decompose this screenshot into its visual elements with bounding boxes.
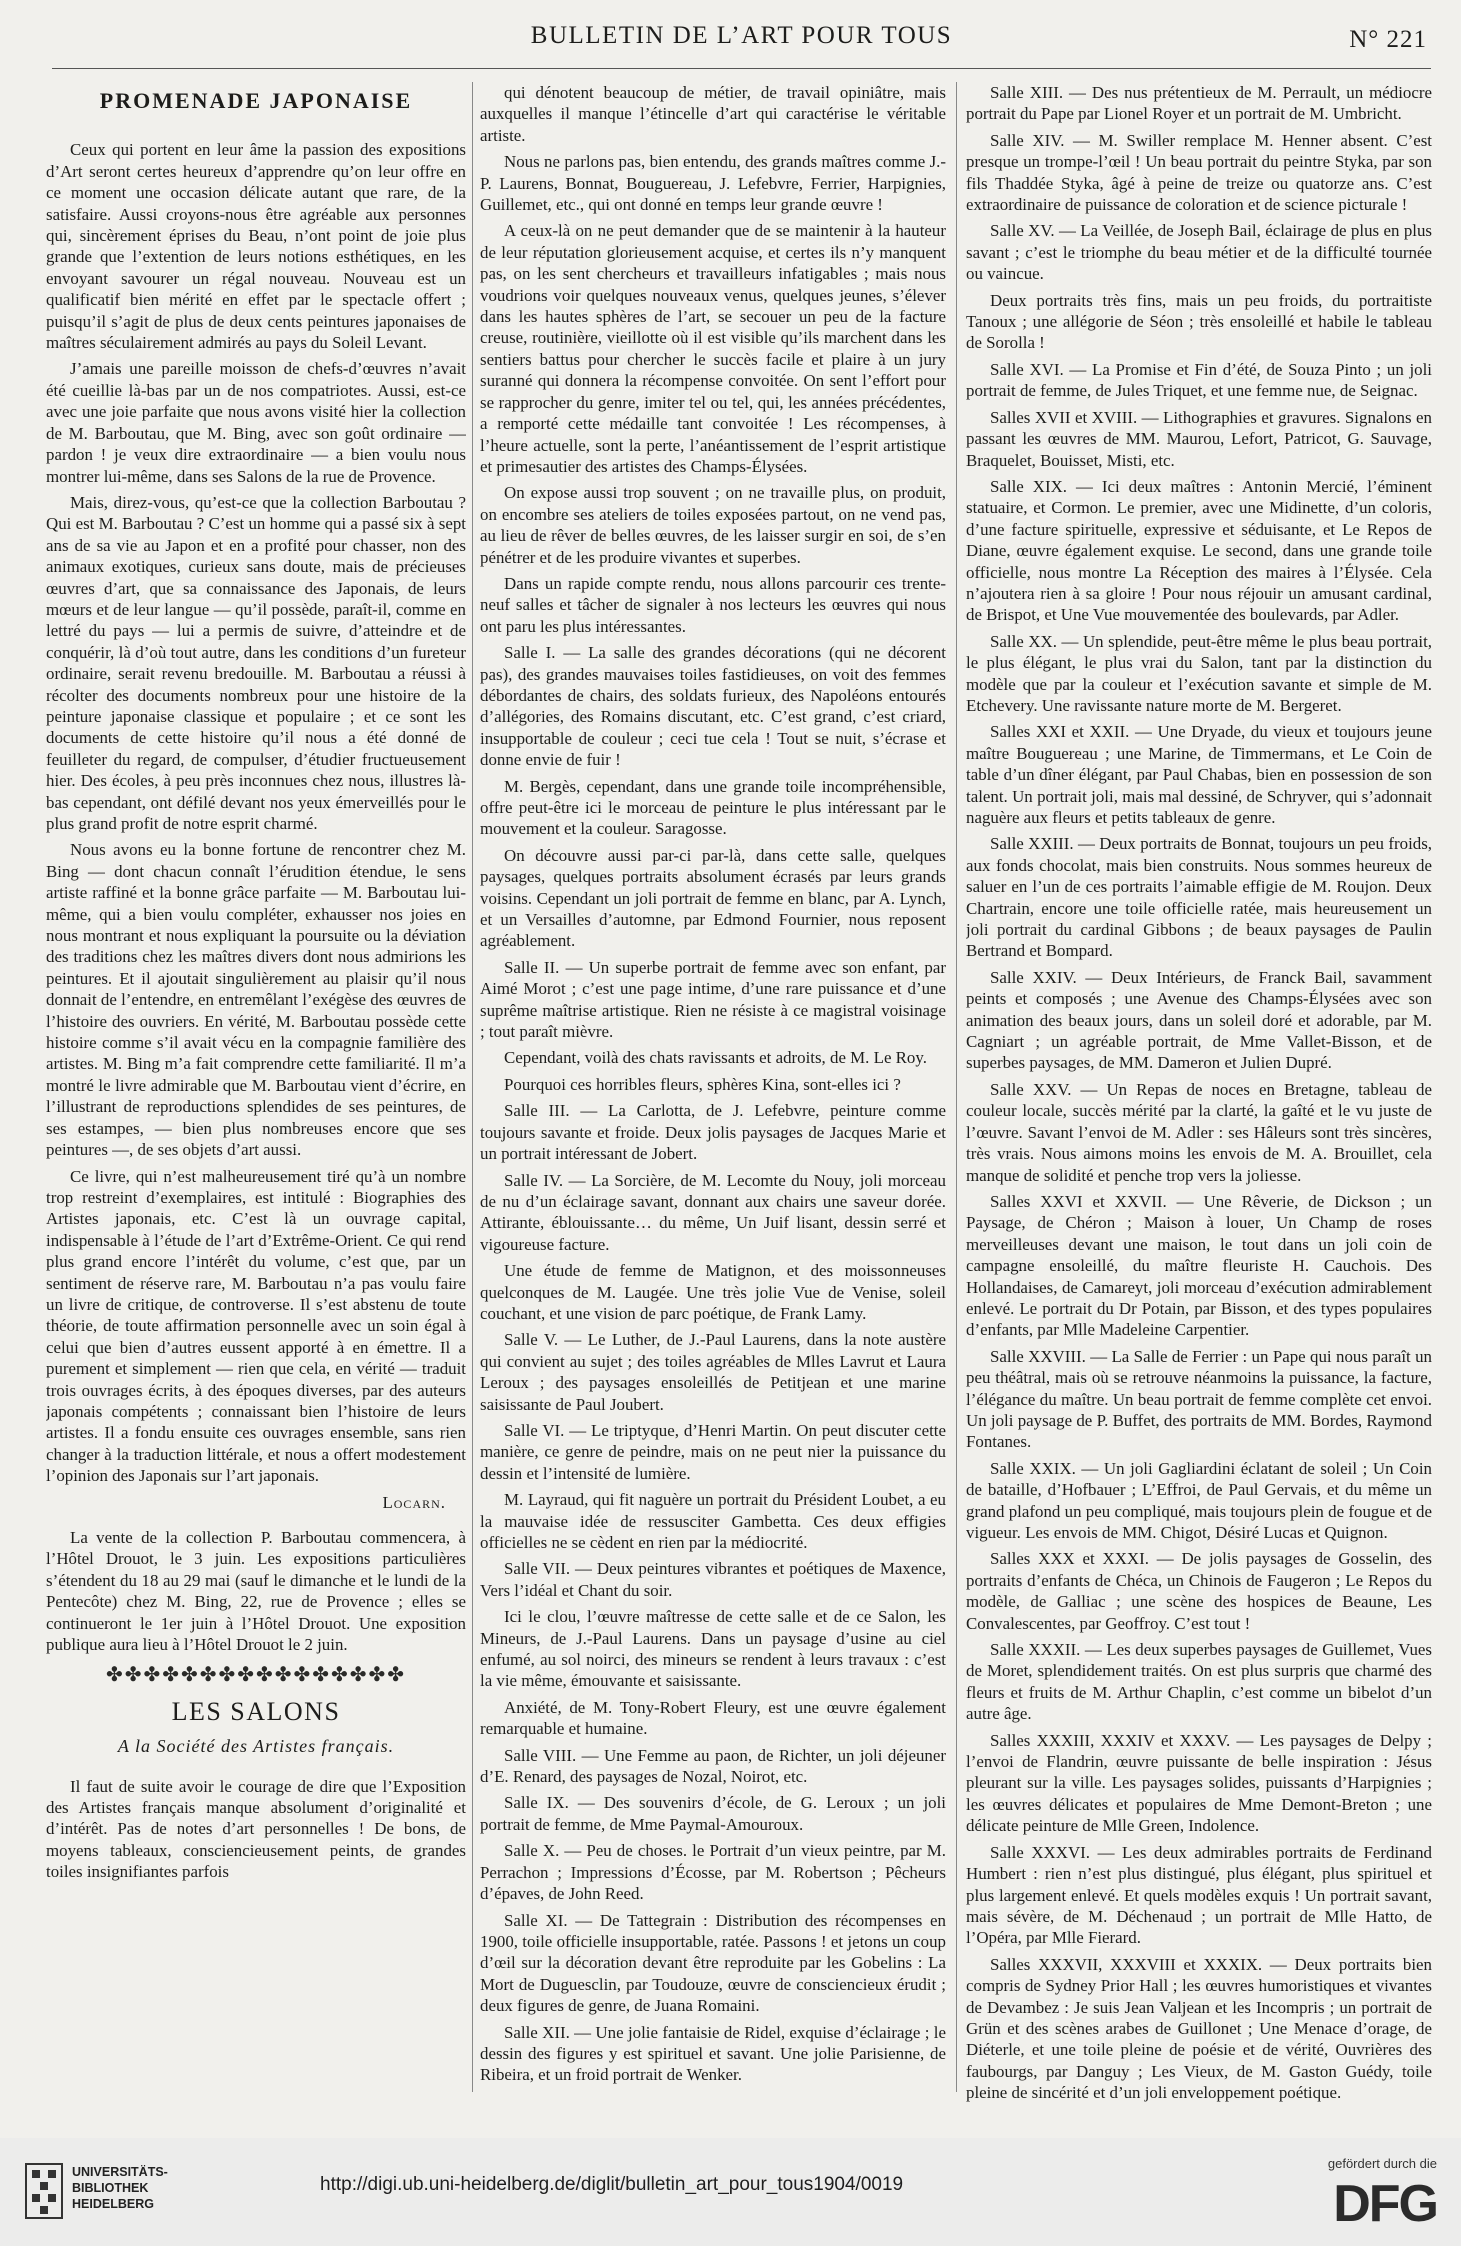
paragraph: Salle XVI. — La Promise et Fin d’été, de Souza Pinto ; un joli portrait de femme, de Jules Triquet, et une femme nue, de Seignac.	[966, 359, 1432, 401]
paragraph: Salle I. — La salle des grandes décorations (qui ne décorent pas), des grandes mauvaises toiles fastidieuses, on voit des femmes débordantes de chairs, des soldats furieux, des Napoléons entourés d’allégories, des Romains discutant, etc. C’est grand, c’est criard, insupportable de couleur ; ceci tue cela ! Tout se nuit, s’écrase et donne envie de fuir !	[480, 643, 946, 770]
viewer-footer	[0, 2138, 1461, 2246]
paragraph: Salle IV. — La Sorcière, de M. Lecomte du Nouy, joli morceau de nu d’un éclairage savant, donnant aux chairs une saveur dorée. Attirante, éblouissante… du même, Un Juif lisant, dessin serré et vigoureuse facture.	[480, 1170, 946, 1254]
paragraph: Salle XI. — De Tattegrain : Distribution des récompenses en 1900, toile officielle insupportable, ratée. Passons ! et jetons un coup d’œil sur la décoration devant être reproduite par les Gobelins : La Mort de Duguesclin, par Toudouze, œuvre de consciencieux érudit ; deux figures de genre, de Juana Romaini.	[480, 1910, 946, 2016]
library-logo	[24, 2160, 184, 2222]
paragraph: Salle VI. — Le triptyque, d’Henri Martin. On peut discuter cette manière, ce genre de peindre, mais on ne peut nier la puissance du dessin et l’intensité de lumière.	[480, 1420, 946, 1483]
paragraph: Salle V. — Le Luther, de J.-Paul Laurens, dans la note austère qui convient au sujet ; des toiles agréables de Mlles Lavrut et Laura Leroux ; des paysages ensoleillés de Petitjean et une marine saisissante de Paul Joubert.	[480, 1330, 946, 1414]
paragraph: Ce livre, qui n’est malheureusement tiré qu’à un nombre trop restreint d’exemplaires, est intitulé : Biographies des Artistes japonais, etc. C’est là un ouvrage capital, indispensable à l’étude de l’art d’Extrême-Orient. Ce qui rend plus grand encore l’intérêt du volume, c’est que, par un sentiment de réserve rare, M. Barboutau n’a pas voulu faire un livre de critique, de controverse. Il s’est abstenu de toute théorie, de toute affirmation personnelle avec un soin égal à celui que bien d’autres eussent apporté à en émettre. Il a purement et simplement — rien que cela, en vérité — traduit trois ouvrages écrits, à des époques diverses, par des auteurs japonais compétents ; connaissant bien l’histoire de leurs artistes. Il a fondu ensuite ces ouvrages ensemble, sans rien changer à la traduction littérale, et nous a offert modestement l’opinion des Japonais sur l’art japonais.	[46, 1166, 466, 1486]
paragraph: Salle XXIII. — Deux portraits de Bonnat, toujours un peu froids, aux fonds chocolat, mais bien construits. Nous sommes heureux de saluer en l’un de ces portraits l’aimable effigie de M. Roujon. Deux Chartrain, encore une toile officielle ratée, mais heureusement un joli portrait du cardinal Gibbons ; de beaux paysages de Paulin Bertrand et Bompard.	[966, 834, 1432, 961]
paragraph: Salle II. — Un superbe portrait de femme avec son enfant, par Aimé Morot ; c’est une page intime, d’une rare puissance et d’une suprême maîtrise artistique. Rien ne résiste à ce magistral voisinage ; tout paraît mièvre.	[480, 957, 946, 1042]
paragraph: Salle III. — La Carlotta, de J. Lefebvre, peinture comme toujours savante et froide. Deux jolis paysages de Jacques Marie et un portrait intéressant de Jobert.	[480, 1101, 946, 1164]
paragraph: M. Layraud, qui fit naguère un portrait du Président Loubet, a eu la mauvaise idée de ressusciter Gambetta. Ces deux effigies officielles ne se cèdent en rien par la médiocrité.	[480, 1490, 946, 1552]
paragraph: Salle XIII. — Des nus prétentieux de M. Perrault, un médiocre portrait du Pape par Lionel Royer et un portrait de M. Umbricht.	[966, 83, 1432, 124]
paragraph: Nous ne parlons pas, bien entendu, des grands maîtres comme J.-P. Laurens, Bonnat, Bouguereau, J. Lefebvre, Ferrier, Harpignies, Guillemet, etc., qui ont donné en temps leur grande œuvre !	[480, 152, 946, 215]
paragraph: J’amais une pareille moisson de chefs-d’œuvres n’avait été cueillie là-bas par un de nos compatriotes. Aussi, est-ce avec une joie parfaite que nous avons visité hier la collection de M. Barboutau, que M. Bing, avec son goût ordinaire — pardon ! je veux dire extraordinaire — a bien voulu nous montrer lui-même, dans ses Salons de la rue de Provence.	[46, 359, 466, 486]
permalink[interactable]: http://digi.ub.uni-heidelberg.de/diglit/bulletin_art_pour_tous1904/0019	[320, 2174, 904, 2195]
column-divider	[956, 82, 957, 2092]
paragraph: Salle XX. — Un splendide, peut-être même le plus beau portrait, le plus élégant, le plus vrai du Salon, tant par la distinction du modèle que par la couleur et l’exécution savante et simple de M. Etchevery. Une ravissante nature morte de M. Bergeret.	[966, 631, 1432, 715]
paragraph: Salles XXXVII, XXXVIII et XXXIX. — Deux portraits bien compris de Sydney Prior Hall ; les œuvres humoristiques et vivantes de Devambez : Je suis Jean Valjean et les Incompris ; un portrait de Grün et des scènes arabes de Guillonet ; Une Menace d’orage, de Diéterle, et une toile pleine de poésie et de vérité, Ouvrières des faubourgs, par Danguy ; Les Vieux, de M. Gaston Guédy, toile pleine de sincérité et d’un joli enveloppement poétique.	[966, 1954, 1432, 2102]
column-divider	[472, 82, 473, 2092]
paragraph: Salles XXX et XXXI. — De jolis paysages de Gosselin, des portraits d’enfants de Chéca, un Chinois de Faugeron ; Le Repos du modèle, de Galliac ; une scène des hospices de Beaune, Les Convalescentes, par Geoffroy. C’est tout !	[966, 1549, 1432, 1633]
paragraph: Salle XXIV. — Deux Intérieurs, de Franck Bail, savamment peints et composés ; une Avenue des Champs-Élysées avec son animation des beaux jours, dans un soleil doré et adorable, par M. Cagniart ; un agréable portrait, de Mme Vallet-Bisson, et de superbes paysages, de MM. Dameron et Julien Dupré.	[966, 967, 1432, 1073]
paragraph: Salles XVII et XVIII. — Lithographies et gravures. Signalons en passant les œuvres de MM. Maurou, Lefort, Patricot, G. Sauvage, Braquelet, Bouisset, Misti, etc.	[966, 407, 1432, 470]
page-number: N° 221	[1349, 26, 1427, 53]
paragraph: Ici le clou, l’œuvre maîtresse de cette salle et de ce Salon, les Mineurs, de J.-Paul Laurens. Dans un paysage d’usine au ciel enfumé, au sol noirci, des mineurs se rendent à leurs travaux : c’est la vie même, émouvante et saisissante.	[480, 1607, 946, 1691]
library-name-line: HEIDELBERG	[72, 2197, 154, 2211]
paragraph: Ceux qui portent en leur âme la passion des expositions d’Art seront certes heureux d’apprendre qu’on leur offre en ce moment une occasion délicate autant que rare, de la satisfaire. Aussi croyons-nous être agréable aux personnes qui, sincèrement éprises du Beau, n’ont point de joie plus grande que l’extention de leurs notions esthétiques, en les envoyant savourer un régal nouveau. Nouveau est un qualificatif bien mérité en effet par le spectacle offert ; puisqu’il s’agit de plus de deux cents peintures japonaises de maîtres séculairement admirés au pays du Soleil Levant.	[46, 140, 466, 353]
paragraph: Une étude de femme de Matignon, et des moissonneuses quelconques de M. Laugée. Une très jolie Vue de Venise, soleil couchant, et une vision de parc poétique, de Frank Lamy.	[480, 1261, 946, 1323]
page-header	[52, 18, 1431, 69]
column-3	[966, 82, 1432, 2102]
paragraph: Deux portraits très fins, mais un peu froids, du portraitiste Tanoux ; une allégorie de Séon ; très ensoleillé et habile le tableau de Sorolla !	[966, 290, 1432, 353]
paragraph: M. Bergès, cependant, dans une grande toile incompréhensible, offre peut-être ici le morceau de peinture le plus intéressant par le mouvement et la couleur. Saragosse.	[480, 776, 946, 839]
paragraph: On découvre aussi par-ci par-là, dans cette salle, quelques paysages, quelques portraits absolument écrasés par leurs grands voisins. Cependant un joli portrait de femme en blanc, par A. Lynch, et un Versailles d’automne, par Edmond Fournier, nous reposent agréablement.	[480, 845, 946, 951]
library-crest-icon	[24, 2160, 64, 2222]
paragraph: Salles XXVI et XXVII. — Une Rêverie, de Dickson ; un Paysage, de Chéron ; Maison à louer, Un Champ de roses merveilleuses devant une maison, le tout dans un joli coin de campagne ensoleillé, du maître fleuriste H. Cauchois. Des Hollandaises, de Camareyt, joli morceau d’exécution admirablement enlevé. Le portrait du Dr Potain, par Bisson, et des types populaires d’enfants, par Mlle Madeleine Carpentier.	[966, 1191, 1432, 1340]
paragraph: Salle VII. — Deux peintures vibrantes et poétiques de Maxence, Vers l’idéal et Chant du soir.	[480, 1559, 946, 1600]
paragraph: qui dénotent beaucoup de métier, de travail opiniâtre, mais auxquelles il manque l’étincelle d’art qui caractérise le véritable artiste.	[480, 83, 946, 145]
paragraph: Salle XXV. — Un Repas de noces en Bretagne, tableau de couleur locale, succès mérité par la clarté, la gaîté et le vu juste de l’œuvre. Savant l’envoi de M. Adler : ses Hâleurs sont très sincères, très vrais. Nous aimons moins les envois de M. A. Brouillet, cela manque de solidité et penche trop vers la joliesse.	[966, 1079, 1432, 1185]
ornament-divider: ✤✤✤✤✤✤✤✤✤✤✤✤✤✤✤✤	[105, 1664, 407, 1687]
paragraph: Salle XV. — La Veillée, de Joseph Bail, éclairage de plus en plus savant ; c’est le triomphe du beau métier et de la difficulté tournée ou vaincue.	[966, 221, 1432, 284]
column-2	[480, 82, 946, 2102]
paragraph: Salle XXIX. — Un joli Gagliardini éclatant de soleil ; Un Coin de bataille, d’Hofbauer ; L’Effroi, de Paul Gervais, et du même un grand plafond un peu compliqué, mais toujours plein de fougue et de vigueur. Les envois de MM. Chigot, Désiré Lucas et Quignon.	[966, 1458, 1432, 1542]
paragraph: Salle XII. — Une jolie fantaisie de Ridel, exquise d’éclairage ; le dessin des figures y est spirituel et savant. Une jolie Parisienne, de Ribeira, et un froid portrait de Wenker.	[480, 2022, 946, 2085]
paragraph: Mais, direz-vous, qu’est-ce que la collection Barboutau ? Qui est M. Barboutau ? C’est un homme qui a passé six à sept ans de sa vie au Japon et en a profité pour chasser, non des animaux exotiques, curieux sans doute, mais de précieuses œuvres d’art, que sa connaissance des Japonais, de leurs mœurs et de leur langue — qu’il possède, paraît-il, comme en lettré du pays — lui a permis de suivre, d’atteindre et de conquérir, là d’où tout autre, dans les conditions d’un fureteur ordinaire, serait revenu bredouille. M. Barboutau a réussi à récolter des documents nombreux pour une histoire de la peinture japonaise classique et populaire ; et ce sont les documents de cette histoire qu’il nous a été donné de feuilleter du regard, de compulser, d’étudier fructueusement hier. Des écoles, à peu près inconnues chez nous, illustres là-bas cependant, ont défilé devant nos yeux émerveillés pour le plus grand profit de notre esprit charmé.	[46, 492, 466, 833]
library-name	[72, 2164, 168, 2212]
column-1	[46, 82, 466, 2102]
paragraph: Salle XXXVI. — Les deux admirables portraits de Ferdinand Humbert : rien n’est plus distingué, plus élégant, plus spirituel et plus largement enlevé. Et quels modèles exquis ! Un portrait savant, mais sévère, de M. Déchenaud ; un portrait de Mlle Hatto, de l’Opéra, par Mlle Fierard.	[966, 1842, 1432, 1948]
paragraph: Salle XXVIII. — La Salle de Ferrier : un Pape qui nous paraît un peu théâtral, mais où se retrouve néanmoins la puissance, la facture, l’élégance du maître. Un beau portrait de femme complète cet envoi. Un joli paysage de P. Buffet, des portraits de MM. Bordes, Raymond Fontanes.	[966, 1346, 1432, 1452]
paragraph: Salle XXXII. — Les deux superbes paysages de Guillemet, Vues de Moret, splendidement traités. On est plus surpris que charmé des fleurs et fruits de M. Arthur Chaplin, c’est comme un bibelot d’un autre âge.	[966, 1640, 1432, 1724]
paragraph: Dans un rapide compte rendu, nous allons parcourir ces trente-neuf salles et tâcher de signaler à nos lecteurs les œuvres qui nous ont paru les plus intéressantes.	[480, 573, 946, 636]
paragraph: Pourquoi ces horribles fleurs, sphères Kina, sont-elles ici ?	[504, 1074, 901, 1094]
section-title: LES SALONS	[171, 1696, 341, 1726]
salons-body-continued	[966, 82, 1432, 2102]
dfg-logo: DFG	[1333, 2175, 1437, 2233]
paragraph: Salle X. — Peu de choses. le Portrait d’un vieux peintre, par M. Perrachon ; Impressions d’Écosse, par M. Robertson ; Pêcheurs d’épaves, de John Reed.	[480, 1841, 946, 1904]
paragraph: Salle VIII. — Une Femme au paon, de Richter, un joli déjeuner d’E. Renard, des paysages de Nozal, Noirot, etc.	[480, 1745, 946, 1787]
paragraph: A ceux-là on ne peut demander que de se maintenir à la hauteur de leur réputation glorieusement acquise, et certes ils n’y manquent pas, on les sent chercheurs et travailleurs infatigables ; mais nous voudrions voir quelques nouveaux venus, quelques jeunes, s’élever dans les hautes sphères de l’art, se secouer un peu de la facture creuse, routinière, vieillotte où il est visible qu’ils marchent dans les sentiers battus pour chercher le succès facile et plaire à un jury suranné qui donnera la récompense convoitée. On sent l’effort pour se rapprocher du genre, imiter tel ou tel, qui, les années précédentes, a remporté cette médaille tant convoitée ! Les récompenses, à l’heure actuelle, sont la perte, l’anéantissement de l’esprit artistique et primesautier des artistes des Champs-Élysées.	[480, 221, 946, 476]
section-subtitle: A la Société des Artistes français.	[117, 1736, 395, 1757]
paragraph: On expose aussi trop souvent ; on ne travaille plus, on produit, on encombre ses ateliers de toiles exposées partout, on ne vend pas, au lieu de rêver de belles œuvres, de les laisser surgir en soi, de s’en pénétrer et de les produire vivantes et superbes.	[480, 483, 946, 567]
paragraph: Salle IX. — Des souvenirs d’école, de G. Leroux ; un joli portrait de femme, de Mme Paymal-Amouroux.	[480, 1793, 946, 1834]
funding-note: gefördert durch die	[1327, 2156, 1437, 2171]
salons-body	[480, 82, 946, 2086]
journal-title: BULLETIN DE L’ART POUR TOUS	[530, 22, 953, 49]
paragraph: Cependant, voilà des chats ravissants et adroits, de M. Le Roy.	[504, 1048, 927, 1068]
sale-notice: La vente de la collection P. Barboutau commencera, à l’Hôtel Drouot, le 3 juin. Les expositions particulières s’étendent du 18 au 29 mai (sauf le dimanche et le lundi de la Pentecôte) chez M. Bing, 22, rue de Provence ; elles se continueront le 1er juin à l’Hôtel Drouot. Une exposition publique aura lieu à l’Hôtel Drouot le 2 juin.	[46, 1528, 466, 1655]
article-title: PROMENADE JAPONAISE	[99, 88, 413, 113]
library-name-line: BIBLIOTHEK	[72, 2181, 149, 2195]
article-body	[46, 139, 466, 1486]
paragraph: Salle XIV. — M. Swiller remplace M. Henner absent. C’est presque un trompe-l’œil ! Un beau portrait du peintre Styka, par son fils Thaddée Styka, âgé à peine de treize ou quatorze ans. C’est extraordinaire de puissance de coloration et de science picturale !	[966, 130, 1432, 215]
paragraph: Nous avons eu la bonne fortune de rencontrer chez M. Bing — dont chacun connaît l’érudition étendue, le sens artiste raffiné et la bonne grâce parfaite — M. Barboutau lui-même, qui a bien voulu compléter, exhausser nos joies en nous montrant et nous expliquant la poursuite ou la déviation des traditions chez les maîtres divers dont nous admirions les peintures. Et il ajoutait singulièrement au plaisir qu’il nous donnait de l’entendre, en entremêlant l’exégèse des œuvres de l’histoire des ouvriers. En vérité, M. Barboutau possède cette histoire comme s’il avait vécu en la compagnie familière des artistes. M. Bing m’a fait comprendre cette familiarité. Il m’a montré le livre admirable que M. Barboutau vient d’écrire, en l’illustrant de reproductions splendides de ses peintures, de ses estampes, — bien plus nombreuses encore que ses peintures —, de ses objets d’art aussi.	[46, 840, 466, 1160]
section-intro: Il faut de suite avoir le courage de dire que l’Exposition des Artistes français manque absolument d’originalité et d’intérêt. Pas de notes d’art personnelles ! De bons, de moyens tableaux, consciencieusement peints, de grandes toiles insignifiantes parfois	[46, 1776, 466, 1882]
paragraph: Anxiété, de M. Tony-Robert Fleury, est une œuvre également remarquable et humaine.	[480, 1697, 946, 1739]
paragraph: Salles XXXIII, XXXIV et XXXV. — Les paysages de Delpy ; l’envoi de Flandrin, œuvre puissante de belle inspiration : Jésus pleurant sur la ville. Les paysages solides, puissants d’Harpignies ; les œuvres délicates et populaires de Mme Demont-Breton ; une délicate peinture de Mlle Green, Indolence.	[966, 1730, 1432, 1836]
article-signature: Locarn.	[382, 1492, 446, 1512]
paragraph: Salle XIX. — Ici deux maîtres : Antonin Mercié, l’éminent statuaire, et Cormon. Le premier, avec une Midinette, d’un coloris, d’une facture spirituelle, expressive et séduisante, et Le Repos de Diane, œuvre également exquise. Le second, dans une grande toile officielle, nous montre La Réception des maires à l’Élysée. Cela n’ajoutera rien à sa gloire ! Pour nous réjouir un amusant cardinal, de Brispot, et Une Vue mouvementée des boulevards, par Adler.	[966, 476, 1432, 625]
library-name-line: UNIVERSITÄTS-	[72, 2165, 168, 2179]
paragraph: Salles XXI et XXII. — Une Dryade, du vieux et toujours jeune maître Bouguereau ; une Marine, de Timmermans, et Le Coin de table d’un dîner élégant, par Paul Chabas, bien en possession de son talent. Un portrait joli, mais mal dessiné, de Schryver, qui s’adonnait naguère aux fleurs et petits tableaux de genre.	[966, 722, 1432, 827]
